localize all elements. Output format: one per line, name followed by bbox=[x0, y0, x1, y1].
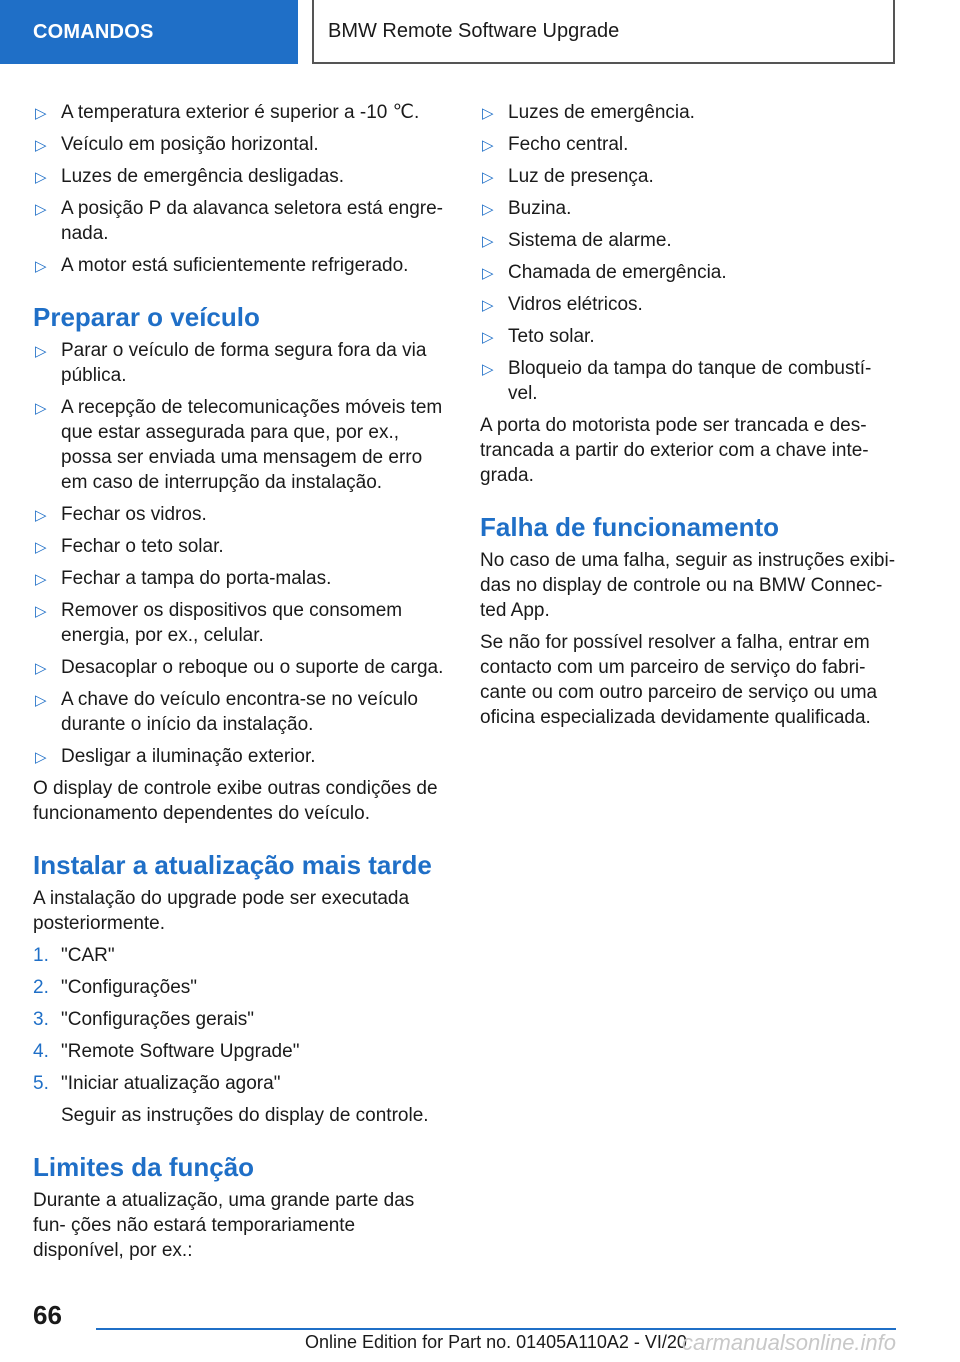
heading-function-limits: Limites da função bbox=[33, 1152, 255, 1182]
triangle-bullet-icon: ▷ bbox=[35, 749, 47, 766]
list-item: ▷ Desacoplar o reboque ou o suporte de carga. bbox=[33, 655, 449, 680]
step-number: 1. bbox=[33, 945, 49, 966]
list-item: ▷ A motor está suficientemente refrigerado. bbox=[33, 253, 449, 278]
triangle-bullet-icon: ▷ bbox=[35, 571, 47, 588]
step-item: 4. "Remote Software Upgrade" bbox=[33, 1041, 300, 1062]
triangle-bullet-icon: ▷ bbox=[482, 297, 494, 314]
step-number: 2. bbox=[33, 977, 49, 998]
list-item: ▷ Luz de presença. bbox=[480, 164, 896, 189]
triangle-bullet-icon: ▷ bbox=[482, 169, 494, 186]
list-item: ▷ A recepção de telecomunicações móveis tem que estar assegurada para que, por ex., possa ser enviada uma mensagem de erro em caso de interrupção da instalação. bbox=[35, 397, 443, 493]
triangle-bullet-icon: ▷ bbox=[35, 603, 47, 620]
paragraph-driver-door: A porta do motorista pode ser trancada e des‐ trancada a partir do exterior com a chave inte‐ grada. bbox=[480, 415, 869, 486]
step-item: 3. "Configurações gerais" bbox=[33, 1009, 255, 1030]
list-item: ▷ Fechar os vidros. bbox=[33, 502, 449, 527]
triangle-bullet-icon: ▷ bbox=[35, 258, 47, 275]
heading-malfunction: Falha de funcionamento bbox=[480, 512, 780, 542]
list-item: ▷ Bloqueio da tampa do tanque de combustí‐ vel. bbox=[482, 358, 872, 404]
list-item: ▷ Chamada de emergência. bbox=[480, 260, 896, 285]
list-item: ▷ Desligar a iluminação exterior. bbox=[33, 744, 449, 769]
paragraph-function-limits: Durante a atualização, uma grande parte das fun‐ ções não estará temporariamente disponível, por ex.: bbox=[33, 1190, 415, 1261]
footer-edition: Online Edition for Part no. 01405A110A2 - VI/20 bbox=[305, 1332, 687, 1352]
page-number: 66 bbox=[33, 1300, 62, 1330]
list-item: ▷ Parar o veículo de forma segura fora da via pública. bbox=[35, 340, 427, 386]
triangle-bullet-icon: ▷ bbox=[482, 265, 494, 282]
list-item: ▷ Luzes de emergência. bbox=[480, 100, 896, 125]
watermark: carmanualsonline.info bbox=[682, 1330, 897, 1355]
triangle-bullet-icon: ▷ bbox=[35, 137, 47, 154]
paragraph-display-conditions: O display de controle exibe outras condições de funcionamento dependentes do veículo. bbox=[33, 778, 438, 824]
paragraph-malfunction-1: No caso de uma falha, seguir as instruções exibi‐ das no display de controle ou na BMW Connec‐ ted App. bbox=[480, 550, 896, 621]
step-item: 2. "Configurações" bbox=[33, 977, 198, 998]
triangle-bullet-icon: ▷ bbox=[482, 201, 494, 218]
triangle-bullet-icon: ▷ bbox=[35, 201, 47, 218]
triangle-bullet-icon: ▷ bbox=[482, 233, 494, 250]
triangle-bullet-icon: ▷ bbox=[35, 507, 47, 524]
list-item: ▷ Fechar o teto solar. bbox=[33, 534, 449, 559]
left-column bbox=[33, 100, 449, 1270]
right-column bbox=[480, 100, 896, 737]
list-item: ▷ Teto solar. bbox=[480, 324, 896, 349]
triangle-bullet-icon: ▷ bbox=[482, 137, 494, 154]
list-item: ▷ Remover os dispositivos que consomem energia, por ex., celular. bbox=[35, 600, 403, 646]
step-item: 1. "CAR" bbox=[33, 945, 115, 966]
step-number: 3. bbox=[33, 1009, 49, 1030]
list-item: ▷ Buzina. bbox=[480, 196, 896, 221]
paragraph-install-later: A instalação do upgrade pode ser executada posteriormente. bbox=[33, 888, 410, 934]
triangle-bullet-icon: ▷ bbox=[482, 361, 494, 378]
list-item: ▷ Veículo em posição horizontal. bbox=[33, 132, 449, 157]
chapter-title: BMW Remote Software Upgrade bbox=[312, 0, 895, 64]
triangle-bullet-icon: ▷ bbox=[35, 105, 47, 122]
list-item: ▷ A posição P da alavanca seletora está engre‐ nada. bbox=[35, 198, 444, 244]
step-item: 5. "Iniciar atualização agora" bbox=[33, 1073, 281, 1094]
list-item: ▷ Fechar a tampa do porta-malas. bbox=[33, 566, 449, 591]
triangle-bullet-icon: ▷ bbox=[35, 539, 47, 556]
step-followup: Seguir as instruções do display de controle. bbox=[61, 1105, 429, 1126]
list-item: ▷ A temperatura exterior é superior a ‑10 ℃. bbox=[33, 100, 449, 125]
list-item: ▷ Luzes de emergência desligadas. bbox=[33, 164, 449, 189]
triangle-bullet-icon: ▷ bbox=[482, 105, 494, 122]
heading-prepare-vehicle: Preparar o veículo bbox=[33, 302, 260, 332]
step-number: 4. bbox=[33, 1041, 49, 1062]
list-item: ▷ Vidros elétricos. bbox=[480, 292, 896, 317]
triangle-bullet-icon: ▷ bbox=[35, 660, 47, 677]
section-tab: COMANDOS bbox=[0, 0, 298, 64]
list-item: ▷ A chave do veículo encontra-se no veículo durante o início da instalação. bbox=[35, 689, 419, 735]
triangle-bullet-icon: ▷ bbox=[35, 400, 47, 417]
step-number: 5. bbox=[33, 1073, 49, 1094]
paragraph-malfunction-2: Se não for possível resolver a falha, entrar em contacto com um parceiro de serviço do fabri‐ cante ou com outro parceiro de serviço ou uma oficina especializada devidamente qualificada. bbox=[480, 632, 878, 728]
triangle-bullet-icon: ▷ bbox=[35, 692, 47, 709]
heading-install-later: Instalar a atualização mais tarde bbox=[33, 850, 432, 880]
list-item: ▷ Sistema de alarme. bbox=[480, 228, 896, 253]
triangle-bullet-icon: ▷ bbox=[35, 169, 47, 186]
triangle-bullet-icon: ▷ bbox=[482, 329, 494, 346]
triangle-bullet-icon: ▷ bbox=[35, 343, 47, 360]
list-item: ▷ Fecho central. bbox=[480, 132, 896, 157]
